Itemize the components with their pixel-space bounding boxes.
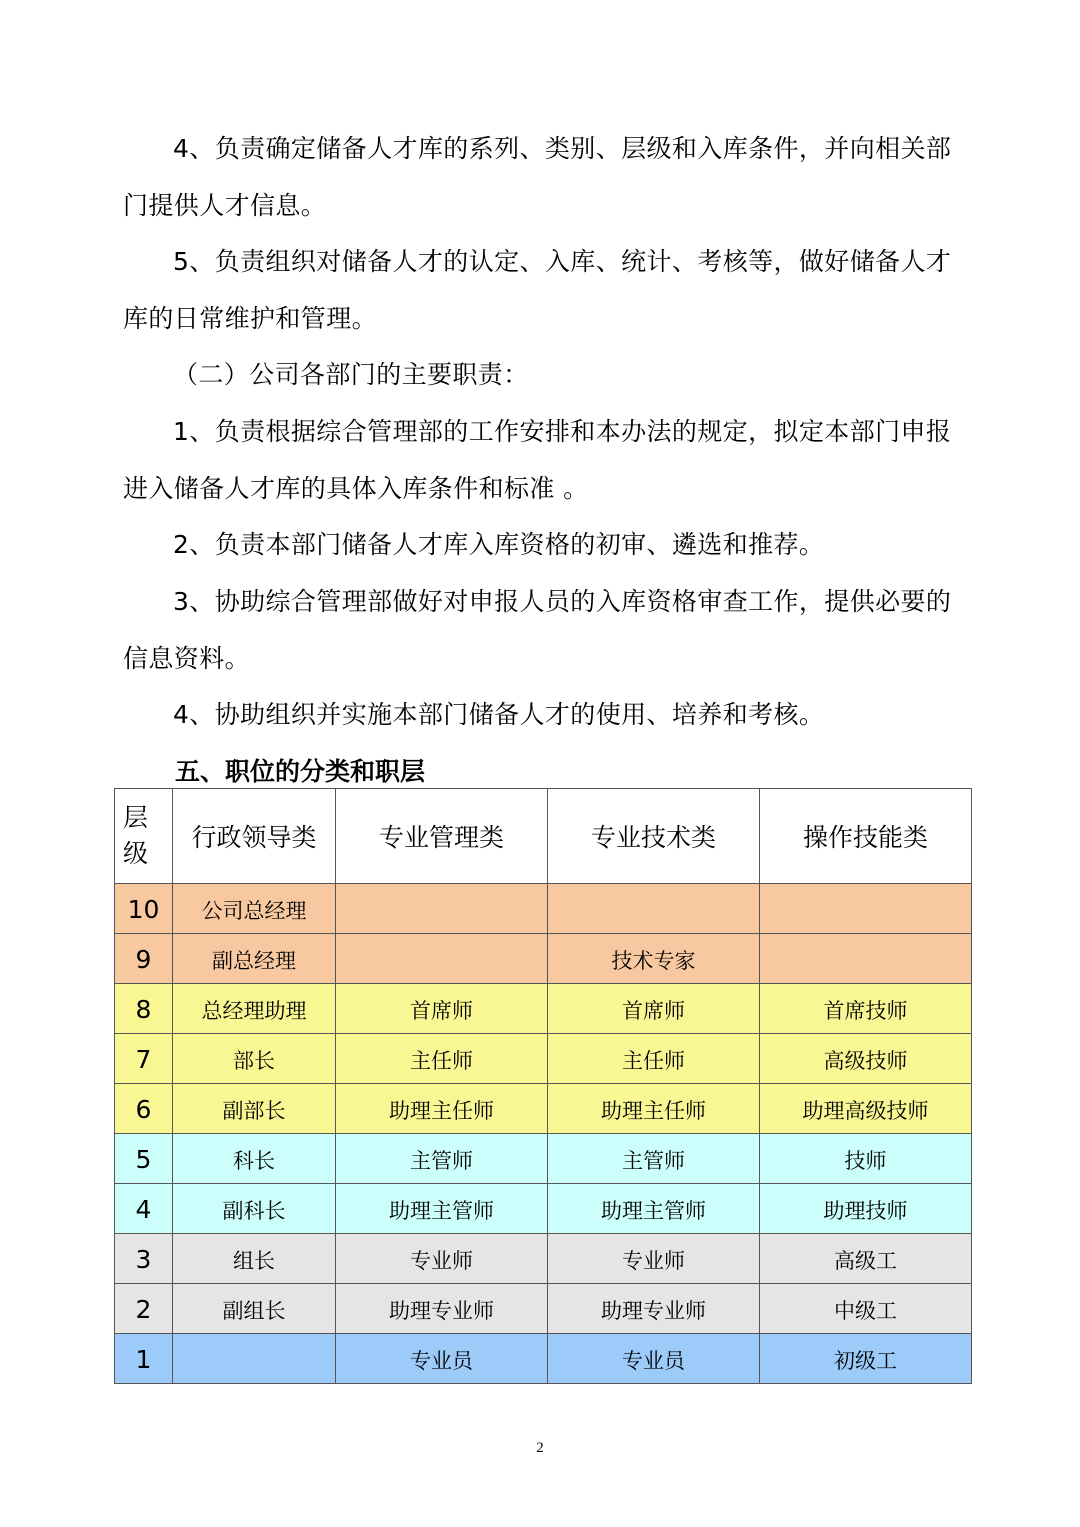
table-cell: 助理主管师 bbox=[548, 1184, 760, 1234]
table-row bbox=[115, 984, 972, 1034]
table-header-row bbox=[115, 789, 972, 884]
header-professional-management: 专业管理类 bbox=[336, 789, 548, 884]
table-row bbox=[115, 1284, 972, 1334]
paragraph-dept-duty-2: 2、负责本部门储备人才库入库资格的初审、遴选和推荐。 bbox=[173, 530, 825, 559]
table-cell: 高级工 bbox=[760, 1234, 972, 1284]
level-cell: 1 bbox=[115, 1334, 173, 1384]
header-operational-skill: 操作技能类 bbox=[760, 789, 972, 884]
table-cell: 专业员 bbox=[548, 1334, 760, 1384]
table-row bbox=[115, 1134, 972, 1184]
position-level-table bbox=[114, 788, 972, 1384]
header-level: 层级 bbox=[115, 789, 173, 884]
page-number: 2 bbox=[536, 1440, 544, 1456]
paragraph-dept-duty-1: 1、负责根据综合管理部的工作安排和本办法的规定，拟定本部门申报进入储备人才库的具体入库条件和标准 。 bbox=[123, 417, 952, 503]
level-cell: 8 bbox=[115, 984, 173, 1034]
table-row bbox=[115, 1034, 972, 1084]
table-cell: 专业员 bbox=[336, 1334, 548, 1384]
table-cell: 副部长 bbox=[173, 1084, 336, 1134]
level-cell: 5 bbox=[115, 1134, 173, 1184]
table-cell: 主任师 bbox=[336, 1034, 548, 1084]
table-cell: 首席师 bbox=[336, 984, 548, 1034]
section-heading: 五、职位的分类和职层 bbox=[175, 757, 426, 786]
subsection-title: （二）公司各部门的主要职责： bbox=[173, 360, 529, 389]
table-row bbox=[115, 934, 972, 984]
table-cell: 部长 bbox=[173, 1034, 336, 1084]
table-cell: 高级技师 bbox=[760, 1034, 972, 1084]
table-row bbox=[115, 1184, 972, 1234]
table-cell: 副组长 bbox=[173, 1284, 336, 1334]
table-cell: 首席技师 bbox=[760, 984, 972, 1034]
table-cell: 技师 bbox=[760, 1134, 972, 1184]
table-cell: 助理专业师 bbox=[336, 1284, 548, 1334]
table-cell: 主管师 bbox=[336, 1134, 548, 1184]
table-cell: 专业师 bbox=[336, 1234, 548, 1284]
table-row bbox=[115, 1334, 972, 1384]
header-professional-technical: 专业技术类 bbox=[548, 789, 760, 884]
table-cell: 首席师 bbox=[548, 984, 760, 1034]
table-row bbox=[115, 1084, 972, 1134]
table-cell: 副科长 bbox=[173, 1184, 336, 1234]
table-cell: 副总经理 bbox=[173, 934, 336, 984]
table-row bbox=[115, 884, 972, 934]
table-cell: 专业师 bbox=[548, 1234, 760, 1284]
level-cell: 3 bbox=[115, 1234, 173, 1284]
table-cell: 助理技师 bbox=[760, 1184, 972, 1234]
table-cell: 助理主任师 bbox=[548, 1084, 760, 1134]
table-cell: 技术专家 bbox=[548, 934, 760, 984]
level-cell: 6 bbox=[115, 1084, 173, 1134]
table-cell bbox=[760, 934, 972, 984]
table-cell: 主管师 bbox=[548, 1134, 760, 1184]
table-cell: 主任师 bbox=[548, 1034, 760, 1084]
table-cell bbox=[173, 1334, 336, 1384]
table-cell: 科长 bbox=[173, 1134, 336, 1184]
table-cell: 助理主管师 bbox=[336, 1184, 548, 1234]
level-cell: 2 bbox=[115, 1284, 173, 1334]
table-cell bbox=[760, 884, 972, 934]
table-cell: 总经理助理 bbox=[173, 984, 336, 1034]
table-cell: 公司总经理 bbox=[173, 884, 336, 934]
table-cell bbox=[548, 884, 760, 934]
level-cell: 4 bbox=[115, 1184, 173, 1234]
table-cell: 助理专业师 bbox=[548, 1284, 760, 1334]
paragraph-dept-duty-3: 3、协助综合管理部做好对申报人员的入库资格审查工作，提供必要的信息资料。 bbox=[123, 587, 952, 673]
header-admin-leadership: 行政领导类 bbox=[173, 789, 336, 884]
level-cell: 10 bbox=[115, 884, 173, 934]
paragraph-duty-4: 4、负责确定储备人才库的系列、类别、层级和入库条件，并向相关部门提供人才信息。 bbox=[123, 134, 952, 220]
table-cell bbox=[336, 934, 548, 984]
paragraph-duty-5: 5、负责组织对储备人才的认定、入库、统计、考核等，做好储备人才库的日常维护和管理。 bbox=[123, 247, 952, 333]
table-cell: 助理主任师 bbox=[336, 1084, 548, 1134]
table-cell: 中级工 bbox=[760, 1284, 972, 1334]
table-cell: 组长 bbox=[173, 1234, 336, 1284]
table-row bbox=[115, 1234, 972, 1284]
table-cell: 助理高级技师 bbox=[760, 1084, 972, 1134]
table-cell bbox=[336, 884, 548, 934]
level-cell: 9 bbox=[115, 934, 173, 984]
paragraph-dept-duty-4: 4、协助组织并实施本部门储备人才的使用、培养和考核。 bbox=[173, 700, 825, 729]
table-cell: 初级工 bbox=[760, 1334, 972, 1384]
level-cell: 7 bbox=[115, 1034, 173, 1084]
